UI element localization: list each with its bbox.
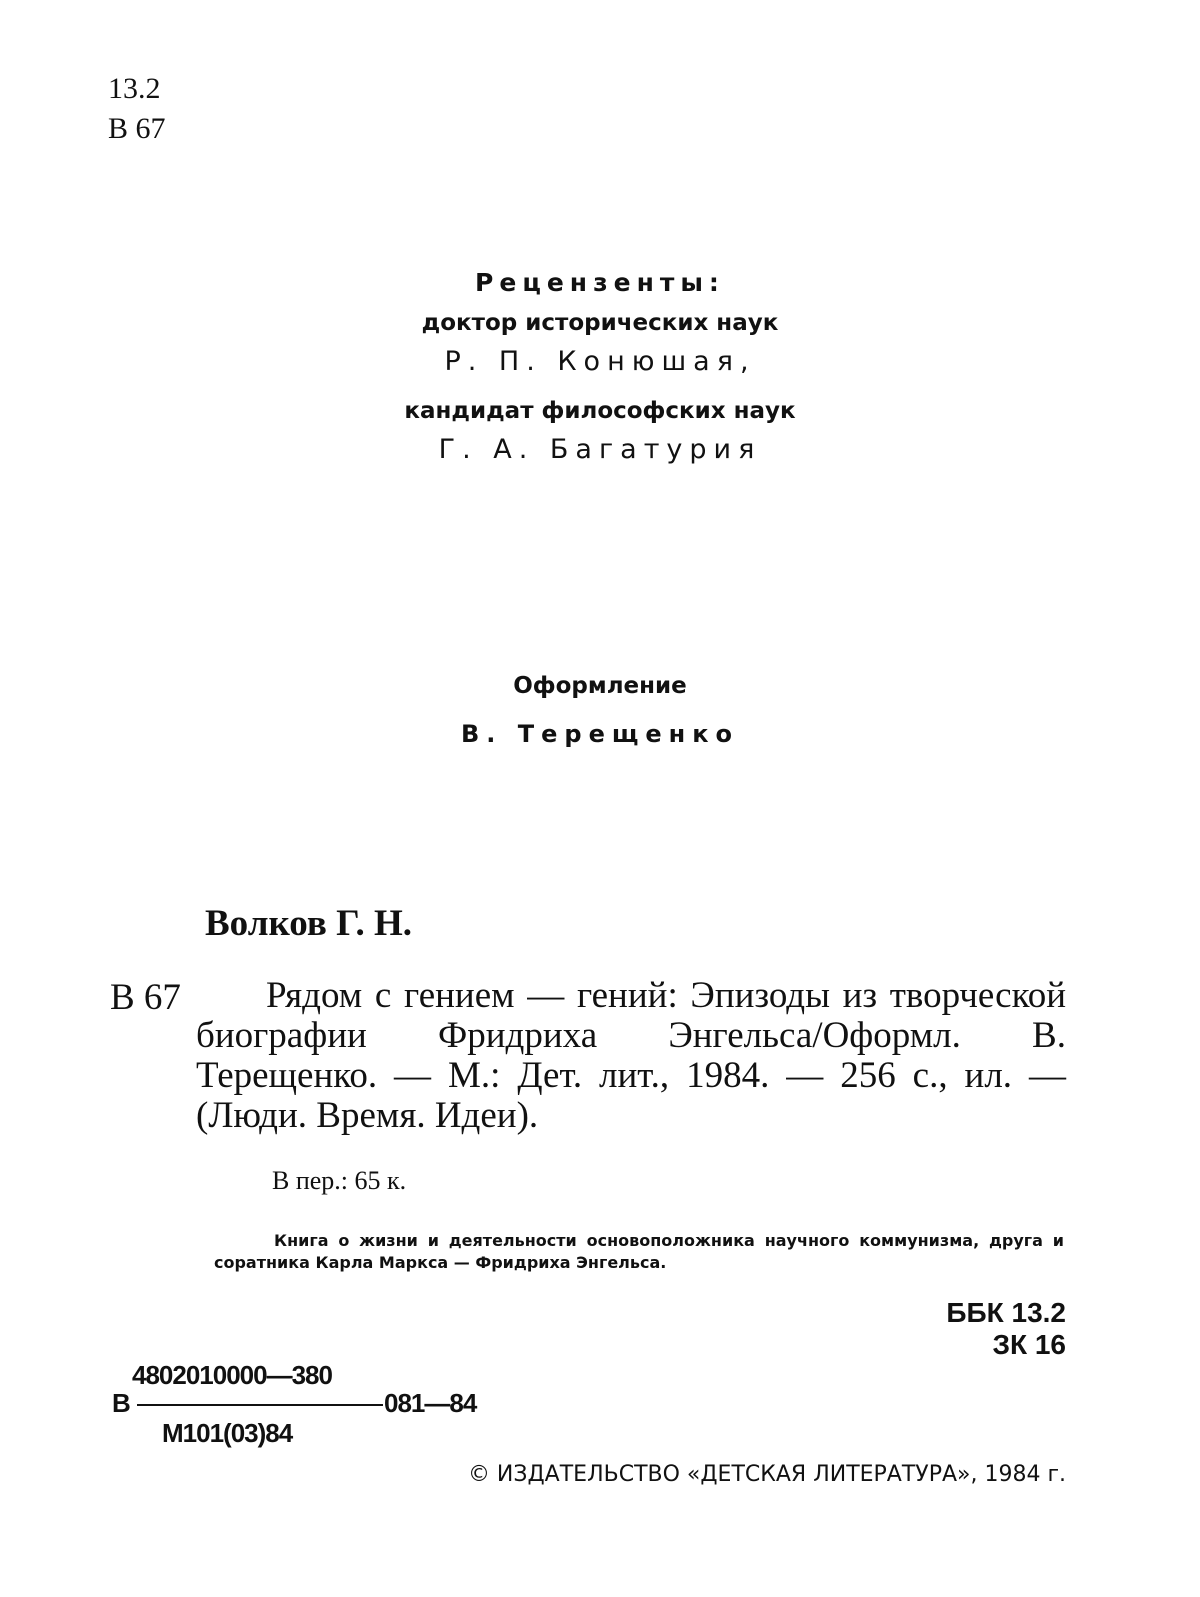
index-denominator: М101(03)84 [162, 1418, 293, 1448]
bibliographic-entry-text: Рядом с гением — гений: Эпизоды из творческой биографии Фридриха Энгельса/Оформл. В. Терещенко. — М.: Дет. лит., 1984. — 256 с., ил. — (Люди. Время. Идеи). [196, 975, 1066, 1136]
index-fraction-bar [137, 1404, 383, 1406]
reviewer-1-degree: доктор исторических наук [421, 310, 779, 336]
copyright-line: © ИЗДАТЕЛЬСТВО «ДЕТСКАЯ ЛИТЕРАТУРА», 1984 г. [467, 1462, 1066, 1487]
index-suffix: 081—84 [384, 1388, 477, 1418]
designer-name: В. Терещенко [460, 720, 740, 748]
price: В пер.: 65 к. [272, 1166, 407, 1195]
bbk-index [946, 1297, 1066, 1361]
reviewer-1-name: Р. П. Конюшая, [444, 346, 756, 377]
bbk-line-2: ЗК 16 [992, 1329, 1066, 1360]
annotation [214, 1230, 1064, 1274]
index-numerator: 4802010000—380 [132, 1360, 332, 1390]
classification-line-1: 13.2 [108, 72, 161, 105]
design-label: Оформление [513, 673, 687, 699]
reviewer-2-degree: кандидат философских наук [404, 398, 796, 424]
reviewer-2-name: Г. А. Багатурия [438, 434, 762, 465]
author-name: Волков Г. Н. [205, 903, 412, 944]
bbk-line-1: ББК 13.2 [946, 1297, 1066, 1328]
classification-line-2: В 67 [108, 112, 166, 145]
call-number: В 67 [110, 977, 181, 1018]
annotation-text: Книга о жизни и деятельности основоположника научного коммунизма, друга и соратника Карла Маркса — Фридриха Энгельса. [214, 1231, 1064, 1272]
index-letter: В [112, 1388, 131, 1418]
reviewers-heading: Рецензенты: [475, 268, 725, 297]
bibliographic-entry [196, 976, 1066, 1136]
